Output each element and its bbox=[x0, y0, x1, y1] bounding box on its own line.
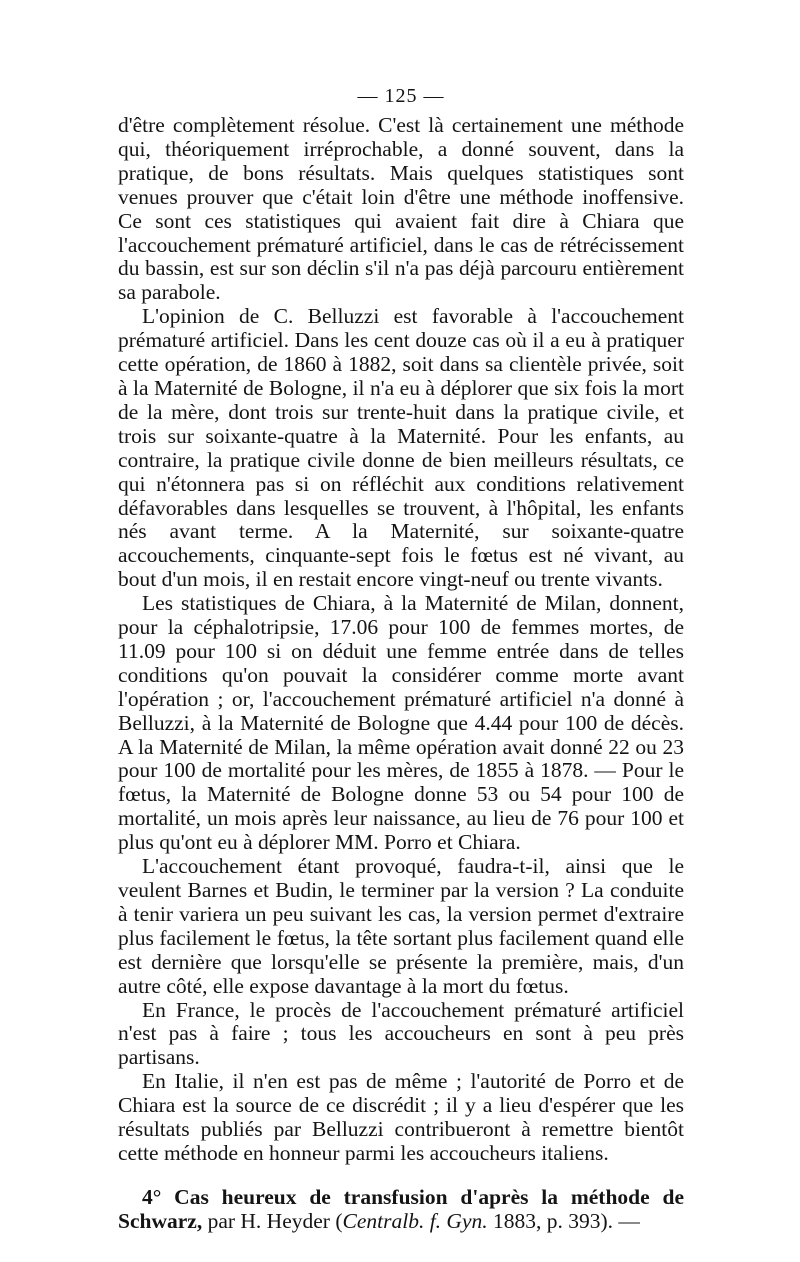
section-title: 4° Cas heureux de transfusion d'après la méthode de Schwarz, bbox=[118, 1184, 684, 1233]
section-author: par H. Heyder ( bbox=[202, 1208, 343, 1233]
section-citation: 1883, p. 393). — bbox=[487, 1208, 640, 1233]
paragraph-6: En Italie, il n'en est pas de même ; l'autorité de Porro et de Chiara est la source de ce discrédit ; il y a lieu d'espérer que les résultats publiés par Belluzzi contribueront à remettre bientôt cette méthode en honneur parmi les accoucheurs italiens. bbox=[118, 1069, 684, 1165]
page-number: — 125 — bbox=[357, 85, 445, 107]
section-journal: Centralb. f. Gyn. bbox=[342, 1208, 488, 1233]
document-page bbox=[118, 84, 684, 1234]
paragraph-3: Les statistiques de Chiara, à la Maternité de Milan, donnent, pour la céphalotripsie, 17.06 pour 100 de femmes mortes, de 11.09 pour 100 si on déduit une femme entrée dans de telles conditions qu'on pouvait la considérer comme morte avant l'opération ; or, l'accouchement prématuré artificiel n'a donné à Belluzzi, à la Maternité de Bologne que 4.44 pour 100 de décès. A la Maternité de Milan, la même opération avait donné 22 ou 23 pour 100 de mortalité pour les mères, de 1855 à 1878. — Pour le fœtus, la Maternité de Bologne donne 53 ou 54 pour 100 de mortalité, un mois après leur naissance, au lieu de 76 pour 100 et plus qu'ont eu à déplorer MM. Porro et Chiara. bbox=[118, 591, 684, 855]
section-heading bbox=[118, 1186, 684, 1234]
paragraph-5: En France, le procès de l'accouchement prématuré artificiel n'est pas à faire ; tous les accoucheurs en sont à peu près partisans. bbox=[118, 997, 684, 1070]
paragraph-1: d'être complètement résolue. C'est là certainement une méthode qui, théoriquement irréprochable, a donné souvent, dans la pratique, de bons résultats. Mais quelques statistiques sont venues prouver que c'était loin d'être une méthode inoffensive. Ce sont ces statistiques qui avaient fait dire à Chiara que l'accouchement prématuré artificiel, dans le cas de rétrécissement du bassin, est sur son déclin s'il n'a pas déjà parcouru entièrement sa parabole. bbox=[118, 113, 684, 305]
paragraph-4: L'accouchement étant provoqué, faudra-t-il, ainsi que le veulent Barnes et Budin, le terminer par la version ? La conduite à tenir variera un peu suivant les cas, la version permet d'extraire plus facilement le fœtus, la tête sortant plus facilement quand elle est dernière que lorsqu'elle se présente la première, mais, d'un autre côté, elle expose davantage à la mort du fœtus. bbox=[118, 854, 684, 998]
paragraph-2: L'opinion de C. Belluzzi est favorable à l'accouchement prématuré artificiel. Dans les cent douze cas où il a eu à pratiquer cette opération, de 1860 à 1882, soit dans sa clientèle privée, soit à la Maternité de Bologne, il n'a eu à déplorer que six fois la mort de la mère, dont trois sur trente-huit dans la pratique civile, et trois sur soixante-quatre à la Maternité. Pour les enfants, au contraire, la pratique civile donne de bien meilleurs résultats, ce qui n'étonnera pas si on réfléchit aux conditions relativement défavorables dans lesquelles se trouvent, à l'hôpital, les enfants nés avant terme. A la Maternité, sur soixante-quatre accouchements, cinquante-sept fois le fœtus est né vivant, au bout d'un mois, il en restait encore vingt-neuf ou trente vivants. bbox=[118, 304, 684, 592]
